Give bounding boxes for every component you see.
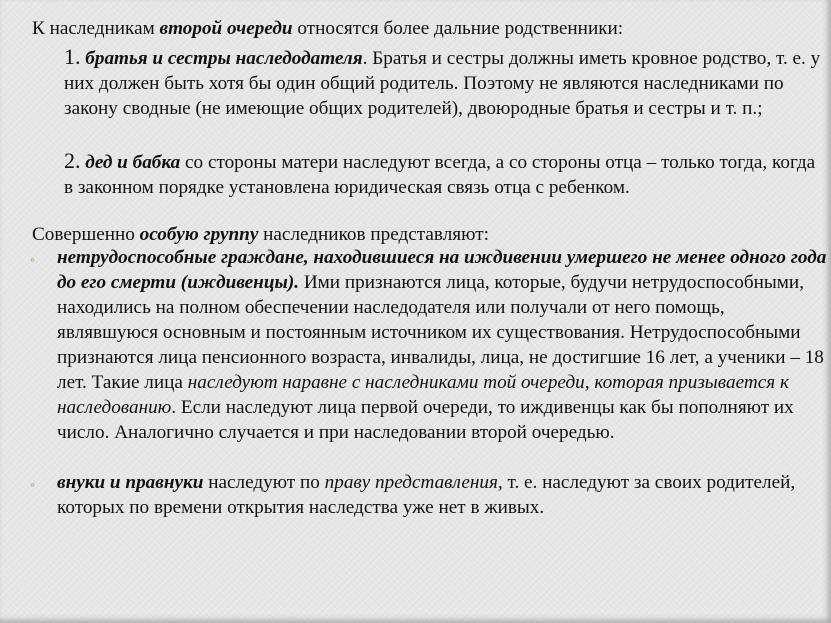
intro-suffix: относятся более дальние родственники: [292, 18, 624, 39]
item-number: 2. [64, 148, 81, 173]
group-emphasis: особую группу [139, 224, 259, 245]
intro-emphasis: второй очереди [159, 18, 293, 39]
group-prefix: Совершенно [32, 224, 140, 245]
bullet-emphasis: внуки и правнуки [57, 472, 204, 493]
bullet-icon: ॰ [30, 479, 36, 493]
item-emphasis: дед и бабка [80, 152, 181, 173]
group-suffix: наследников представляют: [258, 224, 489, 245]
bullet-text-end: . Если наследуют лица первой очереди, то иждивенцы как бы пополняют их число. Аналогично случается и при наследовании второй очередью. [57, 397, 794, 443]
bullet-item-dependents [57, 245, 827, 445]
item-number: 1. [64, 44, 81, 69]
item-emphasis: братья и сестры наследодателя [80, 48, 363, 69]
bullet-text: Ими признаются лица, которые, будучи нетрудоспособными, находились на полном обеспечении наследодателя или получали от него помощь, являвшуюся основным и постоянным источником их существования. Нетрудоспособными признаются лица пенсионного возраста, инвалиды, лица, не достигшие 16 лет, а ученики – 18 лет. Такие лица [57, 272, 824, 393]
item-text: со стороны матери наследуют всегда, а со стороны отца – только тогда, когда в законном порядке установлена юридическая связь отца с ребенком. [64, 152, 816, 198]
bullet-italic: наследуют наравне с наследниками той очереди, которая призывается к наследованию [57, 372, 789, 418]
item-text: . Братья и сестры должны иметь кровное родство, т. е. у них должен быть хотя бы один общий родитель. Поэтому не являются наследниками по закону сводные (не имеющие общих родителей), двоюродные братья и сестры и т. п.; [64, 48, 821, 119]
bullet-italic: праву представления, [324, 472, 503, 493]
special-group-heading [32, 222, 822, 247]
bullet-item-grandchildren [57, 470, 827, 520]
bullet-text-end: т. е. наследуют за своих родителей, которых по времени открытия наследства уже нет в живых. [57, 472, 796, 518]
bullet-emphasis: нетрудоспособные граждане, находившиеся на иждивении умершего не менее одного года до его смерти (иждивенцы). [57, 247, 827, 293]
intro-paragraph [32, 16, 822, 41]
list-item-siblings [64, 44, 824, 121]
intro-prefix: К наследникам [32, 18, 160, 39]
bullet-icon: ॰ [30, 254, 36, 268]
bullet-text: наследуют по [203, 472, 325, 493]
list-item-grandparents [64, 148, 824, 200]
